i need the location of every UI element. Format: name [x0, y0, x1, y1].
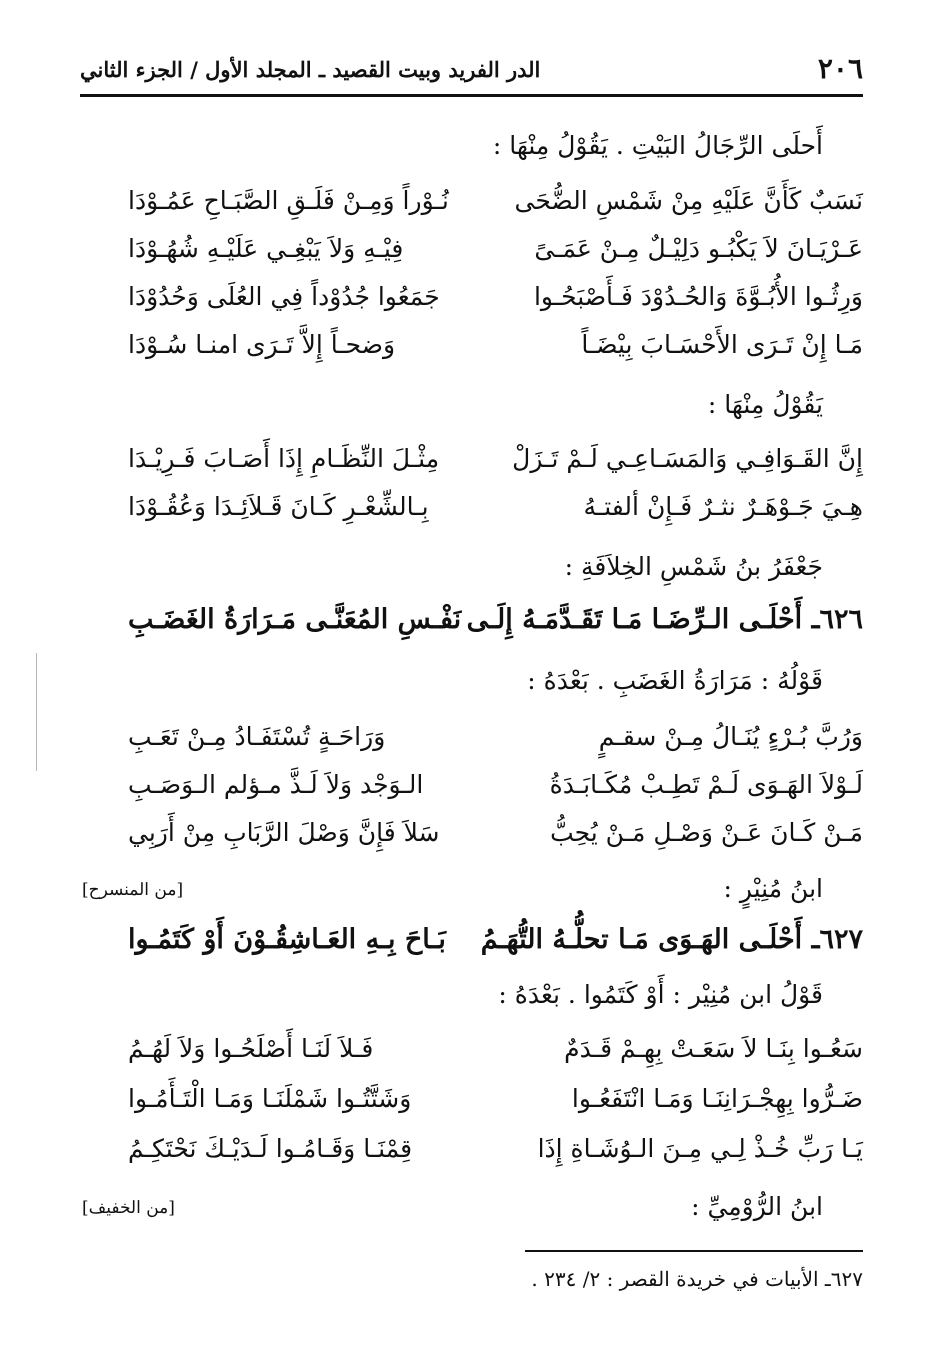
verse-right-hemistich: لَـوْلاَ الهَـوَى لَـمْ تَطِـبْ مُكَـابَـدَةُ: [549, 770, 863, 799]
verse-left-hemistich: فِيْـهِ وَلاَ يَبْغِـي عَلَيْـهِ شُهُـوْدَا: [128, 234, 404, 263]
verse-right-hemistich: مَـنْ كَـانَ عَـنْ وَصْـلِ مَـنْ يُحِبُّ: [550, 818, 863, 847]
footnote: ٦٢٧ـ الأبيات في خريدة القصر : ٢/ ٢٣٤ .: [531, 1267, 863, 1291]
verse-right-hemistich: مَـا إِنْ تَـرَى الأَحْسَـابَ بِيْضَـاً: [581, 330, 863, 359]
verse-left-hemistich: وَضحـاً إِلاَّ تَـرَى امنـا سُـوْدَا: [128, 330, 396, 359]
verse-left-hemistich: وَرَاحَـةٍ تُسْتَفَـادُ مِـنْ تَعَـبِ: [128, 722, 386, 751]
verse-left-hemistich: قِمْنَـا وَقَـامُـوا لَـدَيْـكَ نَحْتَكِـمُ: [128, 1134, 413, 1163]
page-header: [80, 52, 863, 97]
meter-label: [من الخفيف]: [82, 1198, 175, 1218]
numbered-verse-left: نَفْـسِ المُعَنَّـى مَـرَارَةُ الغَضَـبِ: [128, 604, 462, 635]
verse-left-hemistich: جَمَعُوا جُدُوْداً فِي العُلَى وَحُدُوْدَا: [128, 282, 440, 311]
verse-right-hemistich: هِـيَ جَـوْهَـرٌ نثـرٌ فَـإِنْ ألفتـهُ: [583, 492, 863, 521]
verse-right-hemistich: يَـا رَبِّ خُـذْ لِـي مِـنَ الـوُشَـاةِ إِذَا: [537, 1134, 863, 1163]
verse-left-hemistich: وَشَتَّتُـوا شَمْلَنَـا وَمَـا الْتَـأَمُـوا: [128, 1084, 412, 1113]
verse-left-hemistich: فَـلاَ لَنَـا أَصْلَحُـوا وَلاَ لَهُـمُ: [128, 1034, 374, 1063]
poet-name: ابنُ مُنِيْرٍ :: [723, 874, 823, 903]
verse-right-hemistich: ضَـرُّوا بِهِجْـرَانِنَـا وَمَـا انْتَفَعُـوا: [571, 1084, 863, 1113]
poet-name: جَعْفَرُ بنُ شَمْسِ الخِلاَفَةِ :: [564, 552, 823, 581]
verse-right-hemistich: إِنَّ القَـوَافِـي وَالمَسَـاعِـي لَـمْ تَـزَلْ: [512, 444, 863, 473]
running-head: الدر الفريد وبيت القصيد ـ المجلد الأول / الجزء الثاني: [80, 57, 541, 82]
verse-right-hemistich: سَعُـوا بِنَـا لاَ سَعَـتْ بِهِـمْ قَـدَمٌ: [564, 1034, 863, 1063]
intro-line: يَقُوْلُ مِنْهَا :: [707, 390, 823, 419]
verse-left-hemistich: مِثْـلَ النِّظَـامِ إِذَا أَصَـابَ فَـرِيْـدَا: [128, 444, 440, 473]
meter-label: [من المنسرح]: [82, 880, 184, 900]
verse-left-hemistich: سَلاَ فَإِنَّ وَصْلَ الرَّبَابِ مِنْ أَرَبِي: [128, 818, 440, 847]
numbered-verse-left: بَـاحَ بِـهِ العَـاشِقُـوْنَ أَوْ كَتَمُـوا: [128, 924, 446, 955]
verse-right-hemistich: وَرِثُـوا الأُبُـوَّةَ وَالحُـدُوْدَ فَـأَصْبَحُـوا: [533, 282, 863, 311]
poet-name: ابنُ الرُّوْمِيِّ :: [691, 1192, 823, 1221]
verse-right-hemistich: عَـرْيَـانَ لاَ يَكْبُـو دَلِيْـلٌ مِـنْ عَمَـىً: [534, 234, 863, 263]
numbered-verse-right: ٦٢٦ـ أَحْلَـى الـرِّضَـا مَـا تَقَـدَّمَـهُ إِلَـى: [466, 604, 863, 635]
page-number: ٢٠٦: [817, 52, 863, 85]
verse-left-hemistich: بِـالشِّعْـرِ كَـانَ قَـلاَئِـدَا وَعُقُـوْدَا: [128, 492, 429, 521]
margin-mark: [36, 653, 37, 771]
verse-right-hemistich: نَسَبٌ كَأَنَّ عَلَيْهِ مِنْ شَمْسِ الضُّحَى: [514, 186, 863, 215]
numbered-verse-right: ٦٢٧ـ أَحْلَـى الهَـوَى مَـا تحلُّـهُ التُّهَـمُ: [480, 924, 863, 955]
intro-line: قَوْلُهُ : مَرَارَةُ الغَضَبِ . بَعْدَهُ :: [527, 666, 823, 695]
verse-left-hemistich: الـوَجْد وَلاَ لَـذَّ مـؤلم الـوَصَـبِ: [128, 770, 424, 799]
intro-line: قَوْلُ ابن مُنِيْر : أَوْ كَتَمُوا . بَعْدَهُ :: [498, 980, 823, 1009]
verse-right-hemistich: وَرُبَّ بُـرْءٍ يُنَـالُ مِـنْ سقـمٍ: [598, 722, 863, 751]
intro-line: أَحلَى الرِّجَالُ البَيْتِ . يَقُوْلُ مِنْهَا :: [492, 131, 823, 160]
footnote-rule: [525, 1250, 863, 1252]
verse-left-hemistich: نُـوْراً وَمِـنْ فَلَـقِ الصَّبَـاحِ عَمُـوْدَا: [128, 186, 449, 215]
